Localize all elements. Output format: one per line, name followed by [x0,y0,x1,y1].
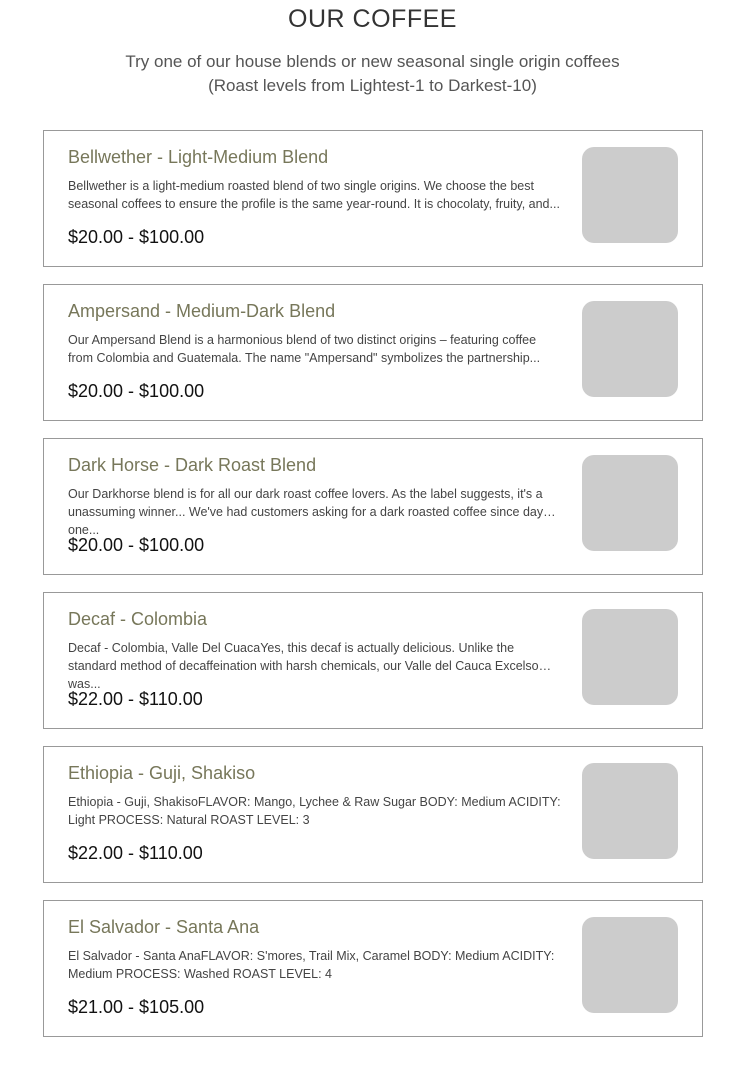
product-image-placeholder[interactable] [582,763,678,859]
product-text [68,915,564,1019]
subtitle-line-2: (Roast levels from Lightest-1 to Darkest-10) [208,76,537,95]
product-image-placeholder[interactable] [582,147,678,243]
product-card-ethiopia-guji[interactable] [43,746,703,883]
product-description: Bellwether is a light-medium roasted blend of two single origins. We choose the best seasonal coffees to ensure the profile is the same year-round. It is chocolaty, fruity, and... [68,179,560,211]
product-price: $22.00 - $110.00 [68,689,203,709]
product-image-placeholder[interactable] [582,917,678,1013]
product-name[interactable]: Bellwether - Light-Medium Blend [68,147,329,167]
product-description: Our Ampersand Blend is a harmonious blend of two distinct origins – featuring coffee from Colombia and Guatemala. The name "Ampersand" symbolizes the partnership... [68,333,541,365]
product-card-dark-horse[interactable] [43,438,703,575]
product-text [68,299,564,403]
product-list [0,130,745,1037]
product-text [68,607,564,711]
product-name[interactable]: Ethiopia - Guji, Shakiso [68,763,256,783]
product-description: Decaf - Colombia, Valle Del CuacaYes, this decaf is actually delicious. Unlike the standard method of decaffeination with harsh chemicals, our Valle del Cauca Excelso was... [68,641,539,691]
product-card-ampersand[interactable] [43,284,703,421]
product-name[interactable]: Decaf - Colombia [68,609,208,629]
product-price: $20.00 - $100.00 [68,227,205,247]
product-card-el-salvador[interactable] [43,900,703,1037]
product-text [68,453,564,557]
product-price: $21.00 - $105.00 [68,997,205,1017]
product-card-bellwether[interactable] [43,130,703,267]
page-subtitle [0,50,745,98]
product-text [68,761,564,865]
product-name[interactable]: Dark Horse - Dark Roast Blend [68,455,317,475]
product-name[interactable]: Ampersand - Medium-Dark Blend [68,301,336,321]
product-image-placeholder[interactable] [582,301,678,397]
product-price: $20.00 - $100.00 [68,381,205,401]
product-image-placeholder[interactable] [582,455,678,551]
page-title: OUR COFFEE [288,5,457,33]
product-text [68,145,564,249]
subtitle-line-1: Try one of our house blends or new seasonal single origin coffees [125,52,620,71]
product-description: Ethiopia - Guji, ShakisoFLAVOR: Mango, Lychee & Raw Sugar BODY: Medium ACIDITY: Light PROCESS: Natural ROAST LEVEL: 3 [68,795,561,827]
product-image-placeholder[interactable] [582,609,678,705]
product-description: El Salvador - Santa AnaFLAVOR: S'mores, Trail Mix, Caramel BODY: Medium ACIDITY: Medium PROCESS: Washed ROAST LEVEL: 4 [68,949,555,981]
product-description: Our Darkhorse blend is for all our dark roast coffee lovers. As the label suggests, it's a unassuming winner... We've had customers asking for a dark roasted coffee since day one... [68,487,544,537]
product-name[interactable]: El Salvador - Santa Ana [68,917,260,937]
product-price: $20.00 - $100.00 [68,535,205,555]
product-card-decaf-colombia[interactable] [43,592,703,729]
product-price: $22.00 - $110.00 [68,843,203,863]
